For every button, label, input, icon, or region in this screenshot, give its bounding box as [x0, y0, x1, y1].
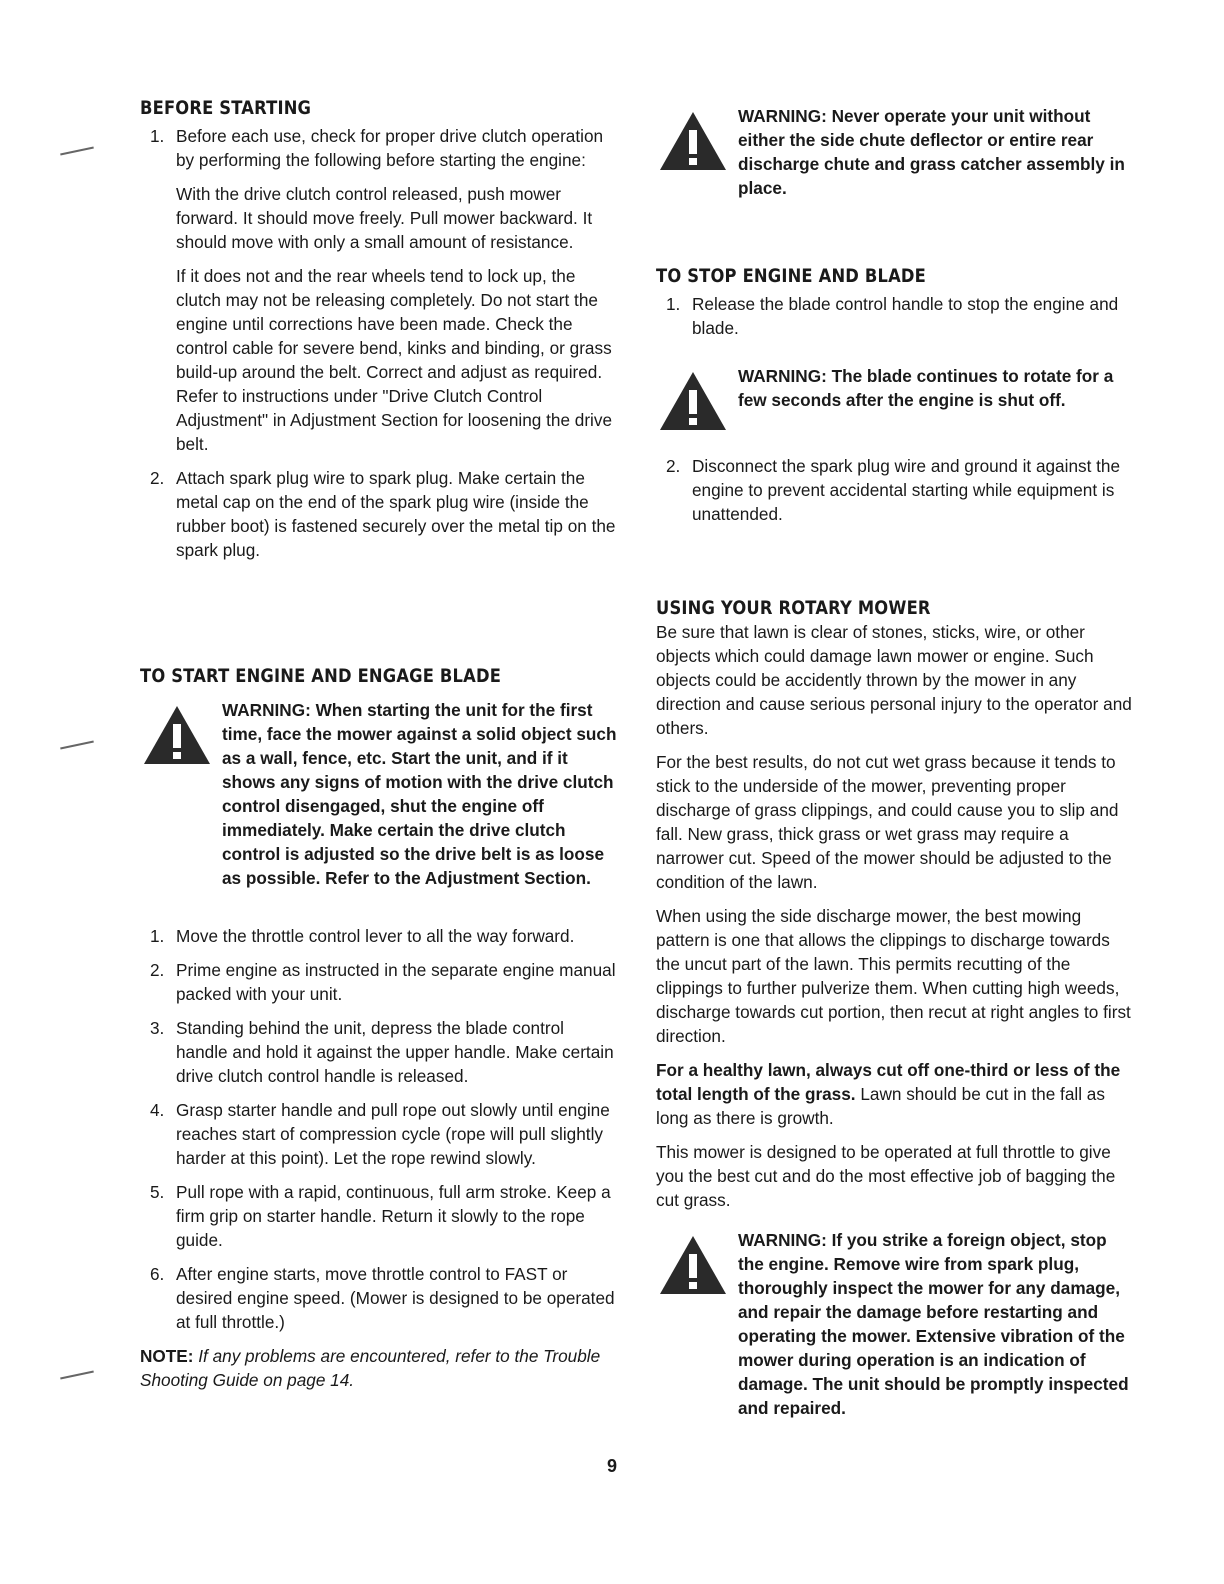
item-paragraph: If it does not and the rear wheels tend to lock up, the clutch may not be releasing completely. Do not start the engine until corrections have been made. Check the control cable for severe bend, kinks and binding, or grass build-up around the belt. Correct and adjust as required. Refer to instructions under "Drive Clutch Control Adjustment" in Adjustment Section for loosening the drive belt. — [176, 266, 613, 454]
item-number: 2. — [150, 960, 165, 980]
paragraph: When using the side discharge mower, the best mowing pattern is one that allows the clippings to discharge towards the uncut part of the lawn. This permits recutting of the clippings to further pulverize them. When cutting high weeds, discharge towards cut portion, then recut at right angles to first direction. — [656, 906, 1131, 1046]
warning-text: WARNING: The blade continues to rotate for a few seconds after the engine is shut off. — [738, 366, 1114, 410]
warning-chute — [656, 104, 1132, 200]
list-item — [140, 958, 618, 1006]
item-text: Disconnect the spark plug wire and ground it against the engine to prevent accidental starting while equipment is unattended. — [692, 456, 1121, 524]
binder-hole-mark — [60, 146, 94, 155]
item-text: Standing behind the unit, depress the blade control handle and hold it against the upper handle. Make certain drive clutch control handle is released. — [176, 1018, 614, 1086]
list-item — [140, 1180, 618, 1252]
item-number: 6. — [150, 1264, 165, 1284]
list-item — [140, 1098, 618, 1170]
list-item — [140, 1262, 618, 1334]
item-text: Release the blade control handle to stop the engine and blade. — [692, 294, 1119, 338]
warning-first-start — [140, 698, 618, 890]
warning-text: WARNING: Never operate your unit without either the side chute deflector or entire rear discharge chute and grass catcher assembly in place. — [738, 106, 1125, 198]
warning-blade-rotate — [656, 364, 1132, 412]
warning-text: WARNING: When starting the unit for the first time, face the mower against a solid object such as a wall, fence, etc. Start the unit, and if it shows any signs of motion with the drive clutch control disengaged, shut the engine off immediately. Make certain the drive clutch control is adjusted so the drive belt is as loose as possible. Refer to the Adjustment Section. — [222, 700, 617, 888]
item-number: 4. — [150, 1100, 165, 1120]
item-text: After engine starts, move throttle control to FAST or desired engine speed. (Mower is designed to be operated at full throttle.) — [176, 1264, 615, 1332]
item-text: Attach spark plug wire to spark plug. Make certain the metal cap on the end of the spark plug wire (inside the rubber boot) is fastened securely over the metal tip on the spark plug. — [176, 468, 616, 560]
page-number: 9 — [606, 1456, 617, 1476]
heading-before-starting: BEFORE STARTING — [140, 97, 312, 119]
paragraph-text: Lawn should be cut in the fall as long as there is growth. — [656, 1084, 1105, 1128]
heading-rotary-mower: USING YOUR ROTARY MOWER — [656, 597, 931, 619]
warning-triangle-icon — [658, 370, 728, 432]
item-number: 2. — [150, 468, 165, 488]
item-text: Prime engine as instructed in the separate engine manual packed with your unit. — [176, 960, 616, 1004]
item-number: 1. — [150, 126, 165, 146]
paragraph: Be sure that lawn is clear of stones, sticks, wire, or other objects which could damage lawn mower or engine. Such objects could be accidently thrown by the mower in any direction and cause serious personal injury to the operator and others. — [656, 622, 1132, 738]
paragraph: For the best results, do not cut wet grass because it tends to stick to the underside of the mower, preventing proper discharge of grass clippings, and could cause you to slip and fall. New grass, thick grass or wet grass may require a narrower cut. Speed of the mower should be adjusted to the condition of the lawn. — [656, 752, 1119, 892]
paragraph — [656, 1058, 1132, 1130]
item-text: Pull rope with a rapid, continuous, full arm stroke. Keep a firm grip on starter handle. Return it slowly to the rope guide. — [176, 1182, 611, 1250]
item-text: Move the throttle control lever to all the way forward. — [176, 926, 575, 946]
list-item — [656, 454, 1132, 526]
list-item — [140, 1016, 618, 1088]
start-engine-steps — [140, 924, 618, 1392]
paragraph: This mower is designed to be operated at full throttle to give you the best cut and do the most effective job of bagging the cut grass. — [656, 1142, 1116, 1210]
warning-text: WARNING: If you strike a foreign object, stop the engine. Remove wire from spark plug, thoroughly inspect the mower for any damage, and repair the damage before restarting and operating the mower. Extensive vibration of the mower during operation is an indication of damage. The unit should be promptly inspected and repaired. — [738, 1230, 1129, 1418]
binder-hole-mark — [60, 1370, 94, 1379]
emphasis-text: For a healthy lawn, always cut off one-third or less of the total length of the grass. — [656, 1060, 1121, 1104]
note-label: NOTE: — [140, 1346, 194, 1366]
item-number: 5. — [150, 1182, 165, 1202]
note — [140, 1344, 618, 1392]
warning-triangle-icon — [142, 704, 212, 766]
rotary-mower-text — [656, 620, 1132, 1212]
list-item — [140, 466, 618, 562]
item-text: Grasp starter handle and pull rope out slowly until engine reaches start of compression cycle (rope will pull slightly harder at this point). Let the rope rewind slowly. — [176, 1100, 610, 1168]
warning-triangle-icon — [658, 110, 728, 172]
list-item — [140, 924, 618, 948]
note-text: If any problems are encountered, refer to the Trouble Shooting Guide on page 14. — [140, 1346, 601, 1390]
warning-foreign-object — [656, 1228, 1132, 1420]
warning-triangle-icon — [658, 1234, 728, 1296]
list-item — [656, 292, 1132, 340]
stop-engine-step-2 — [656, 454, 1132, 526]
item-paragraph: With the drive clutch control released, push mower forward. It should move freely. Pull mower backward. It should move with only a small amount of resistance. — [176, 184, 593, 252]
item-number: 1. — [666, 294, 681, 314]
list-item — [140, 124, 618, 456]
item-text: Before each use, check for proper drive clutch operation by performing the following before starting the engine: — [176, 126, 604, 170]
before-starting-steps — [140, 124, 618, 562]
heading-stop-engine: TO STOP ENGINE AND BLADE — [656, 265, 926, 287]
heading-start-engine: TO START ENGINE AND ENGAGE BLADE — [140, 665, 502, 687]
binder-hole-mark — [60, 740, 94, 749]
item-number: 2. — [666, 456, 681, 476]
item-number: 3. — [150, 1018, 165, 1038]
stop-engine-step-1 — [656, 292, 1132, 340]
item-number: 1. — [150, 926, 165, 946]
